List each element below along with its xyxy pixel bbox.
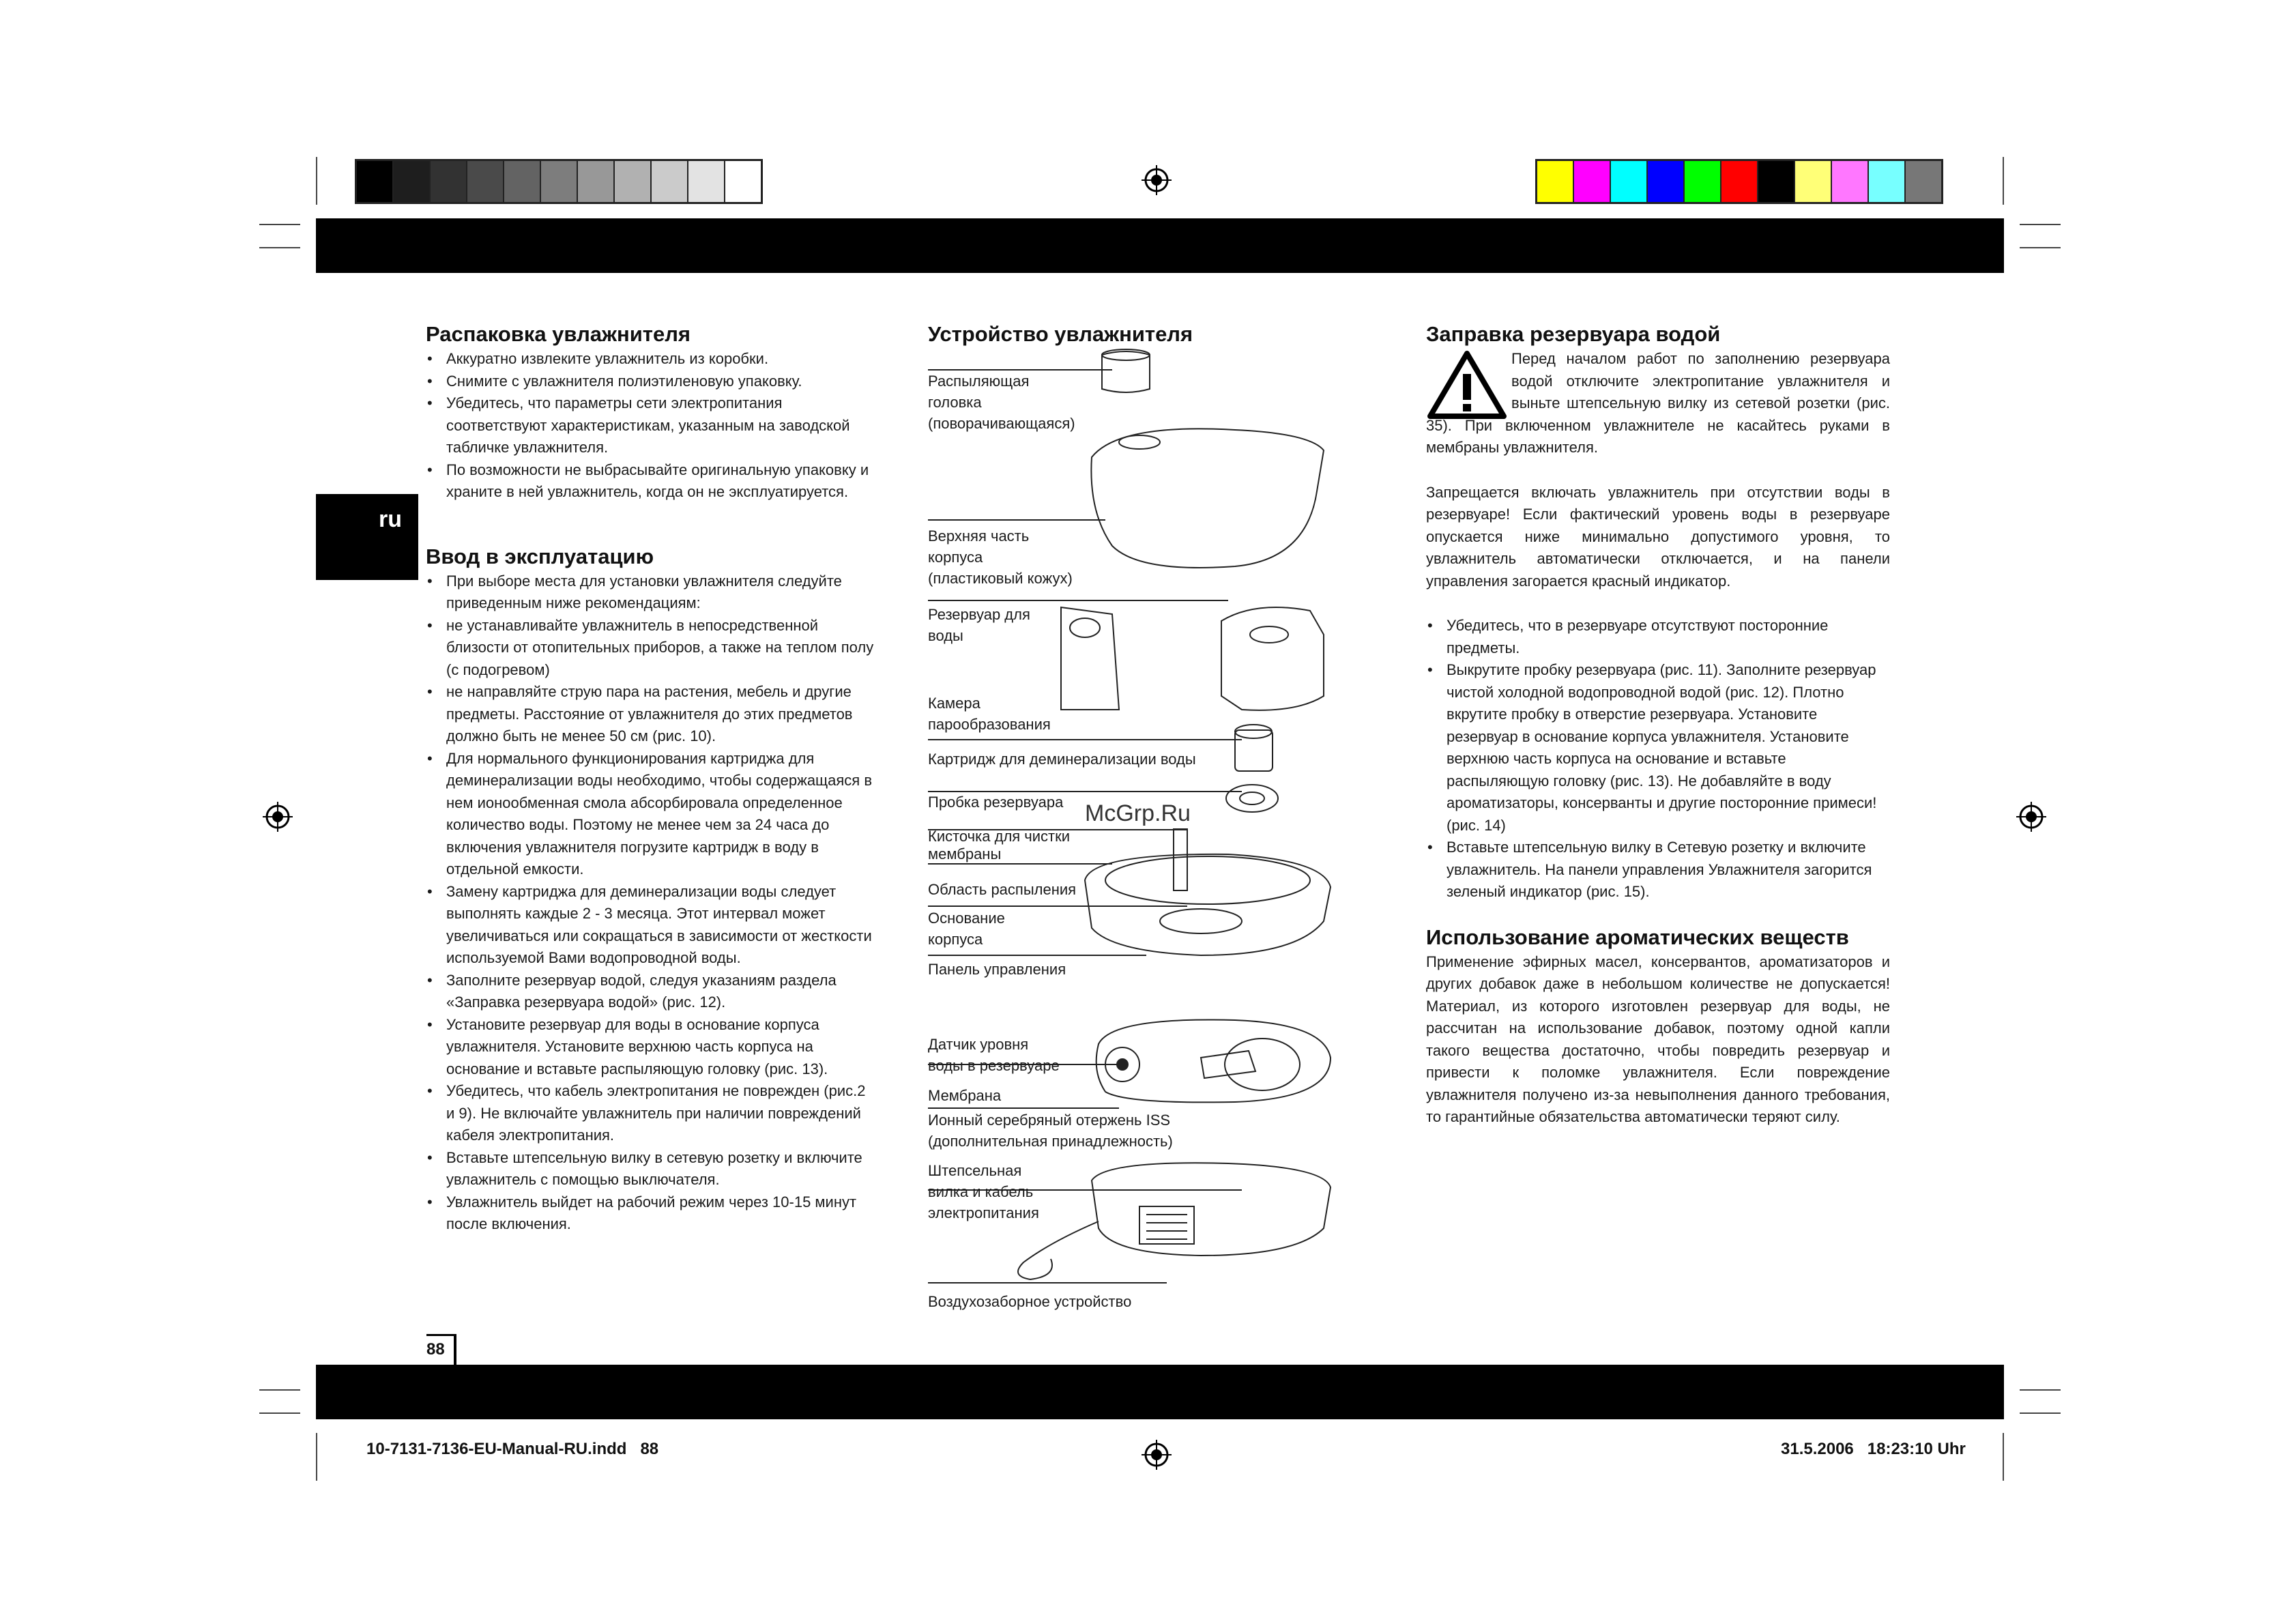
page-number-text: 88 [426,1340,445,1359]
part-label: Кисточка для чистки мембраны [928,828,1071,862]
crop-mark [259,1389,300,1391]
part-label: Распыляющая головка (поворачивающаяся) [928,373,1075,432]
registration-mark-icon [1142,165,1172,195]
list-item: • Вставьте штепсельную вилку в сетевую розетку и включите увлажнитель с помощью выключателя. [426,1147,876,1191]
crop-mark [2020,1389,2061,1391]
list-item: • Убедитесь, что кабель электропитания не поврежден (рис.2 и 9). Не включайте увлажнитель при наличии повреждений кабеля электропитания. [426,1080,876,1147]
setup-list [426,570,876,1236]
color-swatch [1869,161,1906,202]
list-item: • Увлажнитель выйдет на рабочий режим через 10-15 минут после включения. [426,1191,876,1236]
device-title: Устройство увлажнителя [928,322,1193,346]
gray-swatch [504,161,541,202]
part-label: Штепсельная вилка и кабель электропитания [928,1162,1039,1221]
gray-swatch [541,161,578,202]
gray-swatch [467,161,504,202]
part-label: Основание корпуса [928,910,1005,948]
part-label: Область распыления [928,881,1077,898]
color-swatch [1906,161,1941,202]
warning-text: Перед началом работ по заполнению резервуара водой отключите электропитание увлажнителя и выньте штепсельную вилку из сетевой розетки (рис. 35). При включенном увлажнителе не касайтесь руками в мембраны увлажнителя. [1426,350,1890,456]
crop-mark [2020,247,2061,248]
gray-swatch [688,161,725,202]
footer-bar [316,1365,2004,1419]
part-label: Картридж для деминерализации воды [928,751,1196,768]
registration-mark-icon [1142,1440,1172,1470]
list-item: • Заполните резервуар водой, следуя указаниям раздела «Заправка резервуара водой» (рис. 12). [426,970,876,1014]
crop-mark [316,1433,317,1481]
list-item: • Убедитесь, что параметры сети электропитания соответствуют характеристикам, указанным на заводской табличке увлажнителя. [426,392,876,459]
part-label: Воздухозаборное устройство [928,1293,1132,1310]
warning-block [1426,348,1890,459]
color-swatch [1574,161,1611,202]
setup-title: Ввод в эксплуатацию [426,544,654,568]
gray-swatch [394,161,431,202]
column-unpack-setup [426,321,876,1236]
grayscale-calibration-bar [355,159,763,204]
warning-triangle-icon [1426,349,1508,420]
registration-mark-icon [2016,802,2046,832]
part-label: Камера парообразования [928,695,1051,733]
crop-mark [2020,1412,2061,1414]
crop-mark [2003,1433,2004,1481]
fill-list [1426,615,1890,903]
list-item: • не направляйте струю пара на растения, мебель и другие предметы. Расстояние от увлажнителя до этих предметов должно быть не менее 50 см (рис. 10). [426,681,876,748]
gray-swatch [652,161,688,202]
unpack-title: Распаковка увлажнителя [426,322,691,346]
crop-mark [316,157,317,205]
color-swatch [1721,161,1758,202]
color-swatch [1832,161,1869,202]
no-water-warning: Запрещается включать увлажнитель при отсутствии воды в резервуаре! Если фактический уровень воды в резервуаре опускается ниже минимально допустимого уровня, то увлажнитель автоматически отключается, и на панели управления загорается красный индикатор. [1426,483,1890,590]
crop-mark [259,247,300,248]
part-label: Мембрана [928,1087,1002,1104]
language-tab [316,494,418,580]
list-item: • Снимите с увлажнителя полиэтиленовую упаковку. [426,371,876,393]
footer-timestamp: 31.5.2006 18:23:10 Uhr [1781,1440,1966,1458]
header-bar [316,218,2004,273]
gray-swatch [615,161,652,202]
aroma-text: Применение эфирных масел, консервантов, ароматизаторов и других добавок даже в небольшом количестве не допускается! Материал, из которого изготовлен резервуар для воды, не рассчитан на использование добавок, поэтому одной капли такого вещества достаточно, чтобы повредить резервуар и привести к поломке увлажнителя. Если повреждение увлажнителя получено из-за невыполнения данного требования, то гарантийные обязательства автоматически теряют силу. [1426,953,1890,1125]
part-label: Ионный серебряный отержень ISS (дополнительная принадлежность) [928,1112,1173,1150]
footer-file-info: 10-7131-7136-EU-Manual-RU.indd 88 [366,1440,659,1458]
color-swatch [1611,161,1648,202]
unpack-list [426,348,876,504]
list-item: • Аккуратно извлеките увлажнитель из коробки. [426,348,876,371]
color-swatch [1758,161,1795,202]
list-item: • По возможности не выбрасывайте оригинальную упаковку и храните в ней увлажнитель, когда он не эксплуатируется. [426,459,876,504]
part-label: Верхняя часть корпуса (пластиковый кожух) [928,527,1073,587]
aroma-title: Использование ароматических веществ [1426,925,1849,949]
part-label: Датчик уровня воды в резервуаре [928,1036,1060,1074]
gray-swatch [725,161,761,202]
gray-swatch [357,161,394,202]
registration-mark-icon [263,802,293,832]
crop-mark [2003,157,2004,205]
part-label: Пробка резервуара [928,794,1064,811]
list-item: • Для нормального функционирования картриджа для деминерализации воды необходимо, чтобы содержащаяся в нем ионообменная смола абсорбировала определенное количество воды. Поэтому не менее чем за 24 часа до включения увлажнителя погрузите картридж в воду в отдельной емкости. [426,748,876,881]
language-tab-label: ru [379,506,402,532]
list-item: • Установите резервуар для воды в основание корпуса увлажнителя. Установите верхнюю часть корпуса на основание и вставьте распыляющую головку (рис. 13). [426,1014,876,1081]
crop-mark [259,224,300,225]
gray-swatch [578,161,615,202]
watermark: McGrp.Ru [1085,800,1191,826]
color-swatch [1795,161,1832,202]
list-item: • не устанавливайте увлажнитель в непосредственной близости от отопительных приборов, а также на теплом полу (с подогревом) [426,615,876,682]
crop-mark [259,1412,300,1414]
page-number [426,1334,456,1365]
color-swatch [1648,161,1685,202]
column-fill [1426,321,1890,1129]
list-item: • Замену картриджа для деминерализации воды следует выполнять каждые 2 - 3 месяца. Этот интервал может увеличиваться или сокращаться в зависимости от жесткости используемой Вами водопроводной воды. [426,881,876,970]
part-label: Панель управления [928,961,1066,978]
fill-title: Заправка резервуара водой [1426,322,1721,346]
list-item: • Выкрутите пробку резервуара (рис. 11). Заполните резервуар чистой холодной водопроводной водой (рис. 12). Плотно вкрутите пробку в отверстие резервуара. Установите резервуар в основание корпуса увлажнителя. Установите верхнюю часть корпуса на основание и вставьте распыляющую головку (рис. 13). Не добавляйте в воду ароматизаторы, консерванты и другие посторонние примеси! (рис. 14) [1426,659,1890,837]
color-swatch [1537,161,1574,202]
crop-mark [2020,224,2061,225]
color-calibration-bar [1535,159,1943,204]
part-label: Резервуар для воды [928,606,1030,644]
list-item: • Вставьте штепсельную вилку в Сетевую розетку и включите увлажнитель. На панели управления Увлажнителя загорится зеленый индикатор (рис. 15). [1426,837,1890,903]
gray-swatch [431,161,467,202]
list-item: • Убедитесь, что в резервуаре отсутствуют посторонние предметы. [1426,615,1890,659]
list-item: • При выборе места для установки увлажнителя следуйте приведенным ниже рекомендациям: [426,570,876,615]
color-swatch [1685,161,1721,202]
